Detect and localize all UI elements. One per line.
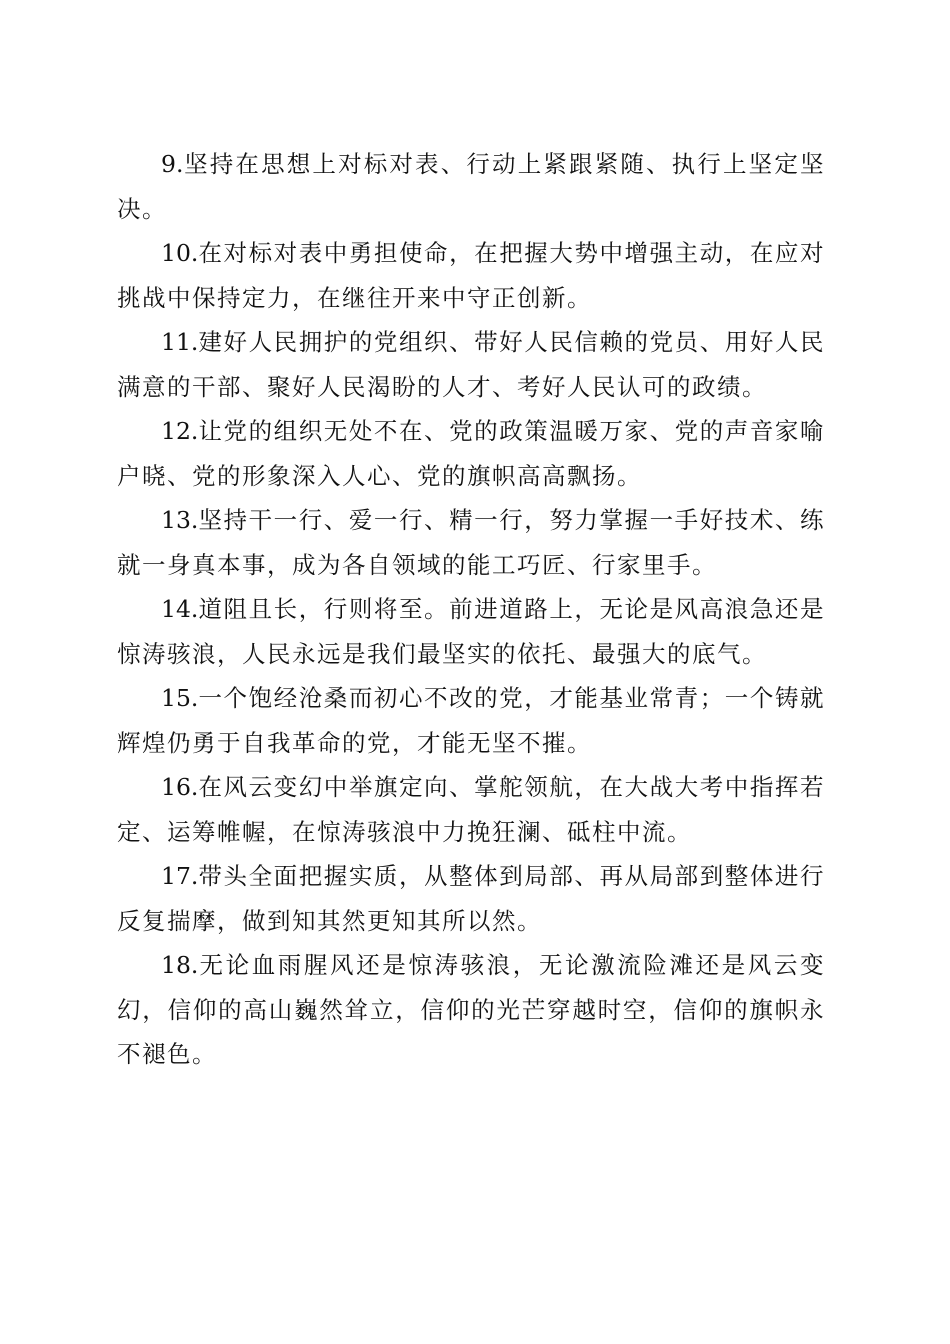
paragraph-number: 14. [161,595,199,623]
paragraph-number: 16. [161,773,199,801]
paragraph-12 [117,409,825,498]
paragraph-17 [117,854,825,943]
paragraph-text: 带头全面把握实质，从整体到局部、再从局部到整体进行反复揣摩，做到知其然更知其所以然。 [117,862,825,935]
paragraph-text: 道阻且长，行则将至。前进道路上，无论是风高浪急还是惊涛骇浪，人民永远是我们最坚实的依托、最强大的底气。 [117,595,825,668]
paragraph-9 [117,142,825,231]
paragraph-text: 在对标对表中勇担使命，在把握大势中增强主动，在应对挑战中保持定力，在继往开来中守正创新。 [117,239,825,312]
paragraph-text: 坚持干一行、爱一行、精一行，努力掌握一手好技术、练就一身真本事，成为各自领域的能工巧匠、行家里手。 [117,506,825,579]
paragraph-number: 9. [161,150,184,178]
paragraph-number: 17. [161,862,199,890]
paragraph-number: 13. [161,506,199,534]
paragraph-number: 18. [161,951,199,979]
paragraph-text: 无论血雨腥风还是惊涛骇浪，无论激流险滩还是风云变幻，信仰的高山巍然耸立，信仰的光芒穿越时空，信仰的旗帜永不褪色。 [117,951,825,1068]
paragraph-10 [117,231,825,320]
document-body [117,142,825,1077]
paragraph-number: 10. [161,239,199,267]
paragraph-14 [117,587,825,676]
paragraph-number: 11. [161,328,199,356]
paragraph-11 [117,320,825,409]
paragraph-text: 坚持在思想上对标对表、行动上紧跟紧随、执行上坚定坚决。 [117,150,825,223]
paragraph-text: 让党的组织无处不在、党的政策温暖万家、党的声音家喻户晓、党的形象深入人心、党的旗帜高高飘扬。 [117,417,825,490]
paragraph-number: 15. [161,684,199,712]
paragraph-text: 建好人民拥护的党组织、带好人民信赖的党员、用好人民满意的干部、聚好人民渴盼的人才、考好人民认可的政绩。 [117,328,825,401]
paragraph-16 [117,765,825,854]
paragraph-number: 12. [161,417,199,445]
paragraph-18 [117,943,825,1077]
paragraph-13 [117,498,825,587]
paragraph-text: 一个饱经沧桑而初心不改的党，才能基业常青；一个铸就辉煌仍勇于自我革命的党，才能无坚不摧。 [117,684,825,757]
paragraph-text: 在风云变幻中举旗定向、掌舵领航，在大战大考中指挥若定、运筹帷幄，在惊涛骇浪中力挽狂澜、砥柱中流。 [117,773,825,846]
paragraph-15 [117,676,825,765]
